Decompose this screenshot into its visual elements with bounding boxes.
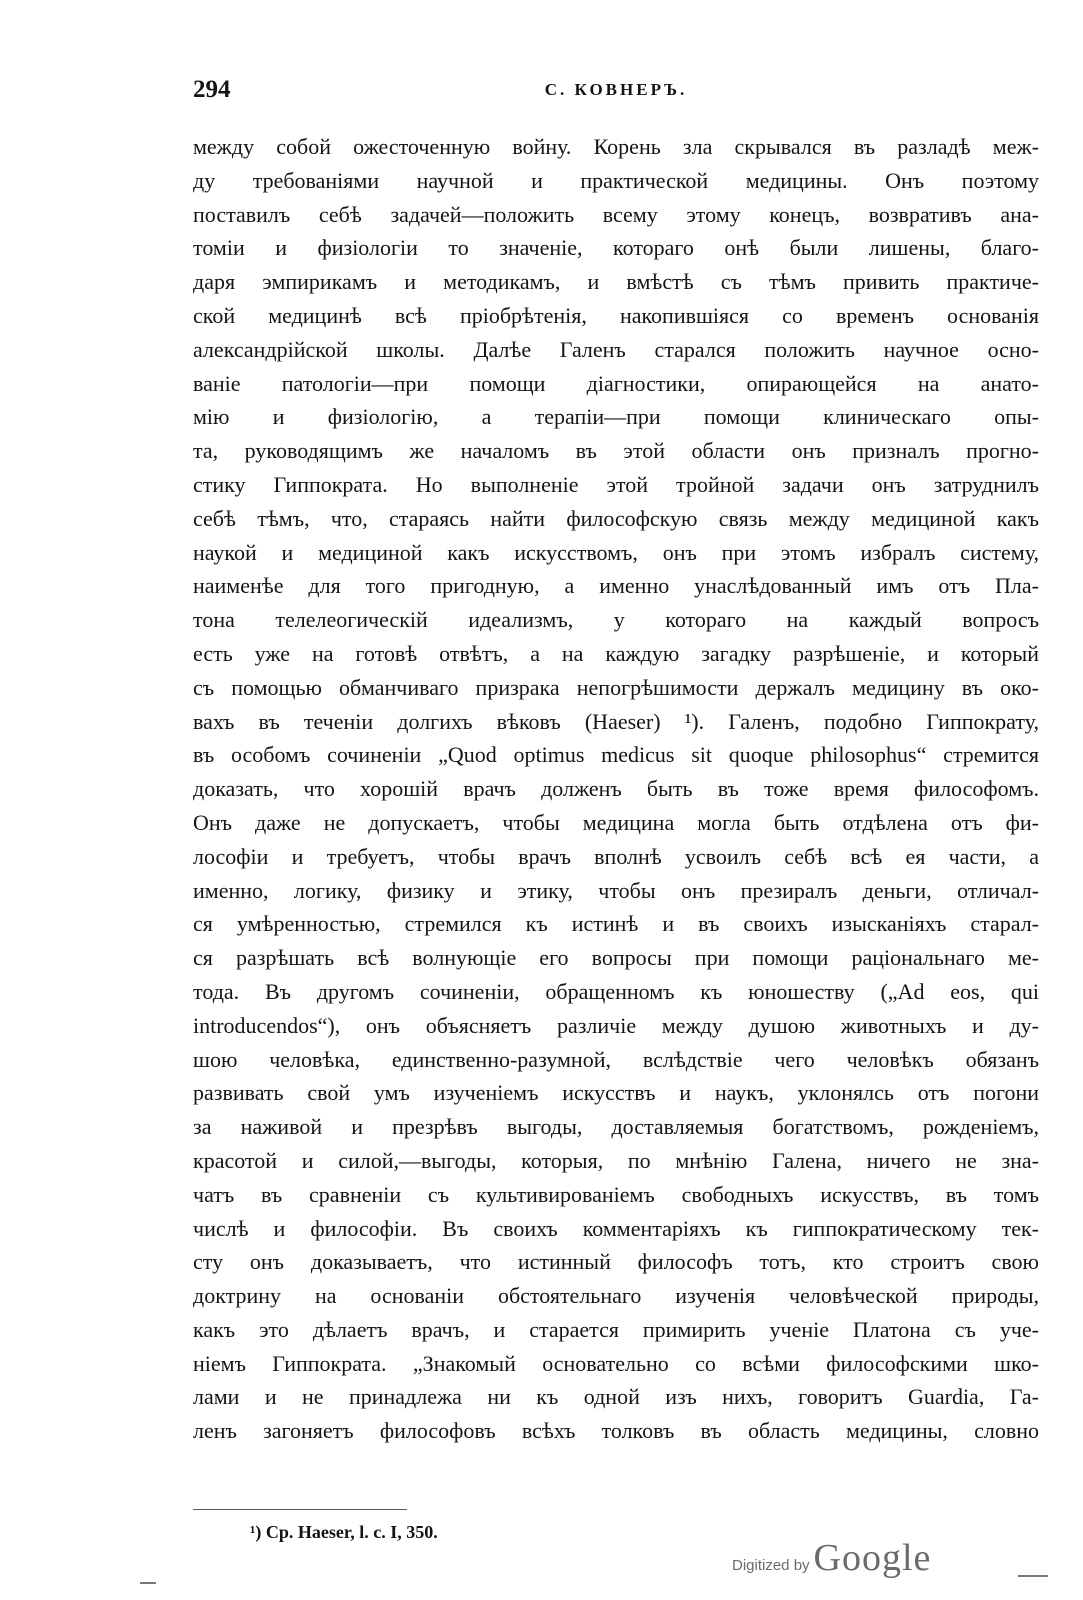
text-line: ду требованіями научной и практической медицины. Онъ поэтому xyxy=(193,167,1039,193)
text-line: томіи и физіологіи то значеніе, котораго онѣ были лишены, благо- xyxy=(193,235,1039,261)
text-line: за наживой и презрѣвъ выгоды, доставляемыя богатствомъ, рожденіемъ, xyxy=(193,1114,1039,1140)
page-header xyxy=(193,76,1039,110)
text-line: себѣ тѣмъ, что, стараясь найти философскую связь между медициной какъ xyxy=(193,505,1039,531)
text-line: съ помощью обманчиваго призрака непогрѣшимости держалъ медицину въ око- xyxy=(193,674,1039,700)
text-line: introducendos“), онъ объясняетъ различіе между душою животныхъ и ду- xyxy=(193,1012,1039,1038)
text-line: лософіи и требуетъ, чтобы врачъ вполнѣ усвоилъ себѣ всѣ ея части, а xyxy=(193,843,1039,869)
text-line: ся умѣренностью, стремился къ истинѣ и въ своихъ изысканіяхъ старал- xyxy=(193,911,1039,937)
text-line: тода. Въ другомъ сочиненіи, обращенномъ къ юношеству („Ad eos, qui xyxy=(193,978,1039,1004)
text-line: чатъ въ сравненіи съ культивированіемъ свободныхъ искусствъ, въ томъ xyxy=(193,1181,1039,1207)
text-line: александрійской школы. Далѣе Галенъ старался положить научное осно- xyxy=(193,336,1039,362)
text-line: ніемъ Гиппократа. „Знакомый основательно со всѣми философскими шко- xyxy=(193,1350,1039,1376)
text-line: между собой ожесточенную войну. Корень зла скрывался въ разладѣ меж- xyxy=(193,134,1039,159)
text-line: та, руководящимъ же началомъ въ этой области онъ призналъ прогно- xyxy=(193,438,1039,464)
text-line: доктрину на основаніи обстоятельнаго изученія человѣческой природы, xyxy=(193,1283,1039,1309)
text-line: какъ это дѣлаетъ врачъ, и старается примирить ученіе Платона съ уче- xyxy=(193,1316,1039,1342)
scan-mark xyxy=(1018,1575,1048,1577)
scan-mark xyxy=(140,1582,156,1584)
text-line: красотой и силой,—выгоды, которыя, по мнѣнію Галена, ничего не зна- xyxy=(193,1147,1039,1173)
text-line: именно, логику, физику и этику, чтобы онъ презиралъ деньги, отличал- xyxy=(193,877,1039,903)
body-text xyxy=(193,130,1039,1448)
text-line: ской медицинѣ всѣ пріобрѣтенія, накопившіяся со временъ основанія xyxy=(193,302,1039,328)
text-line: лами и не принадлежа ни къ одной изъ нихъ, говоритъ Guardia, Га- xyxy=(193,1384,1039,1410)
text-line: стику Гиппократа. Но выполненіе этой тройной задачи онъ затруднилъ xyxy=(193,471,1039,497)
text-line: доказать, что хорошій врачъ долженъ быть въ тоже время философомъ. xyxy=(193,776,1039,802)
watermark-prefix: Digitized by xyxy=(732,1557,810,1574)
text-line: тона телелеогическій идеализмъ, у котораго на каждый вопросъ xyxy=(193,607,1039,633)
text-line: въ особомъ сочиненіи „Quod optimus medicus sit quoque philosophus“ стремится xyxy=(193,742,1039,768)
text-line: числѣ и философіи. Въ своихъ комментаріяхъ къ гиппократическому тек- xyxy=(193,1215,1039,1241)
text-line: сту онъ доказываетъ, что истинный философъ тотъ, кто строитъ свою xyxy=(193,1249,1039,1275)
google-logo: Google xyxy=(813,1537,932,1579)
text-line: ся разрѣшать всѣ волнующіе его вопросы при помощи раціональнаго ме- xyxy=(193,945,1039,971)
text-line: Онъ даже не допускаетъ, чтобы медицина могла быть отдѣлена отъ фи- xyxy=(193,809,1039,835)
text-line: мію и физіологію, а терапіи—при помощи клиническаго опы- xyxy=(193,404,1039,430)
text-line: ленъ загоняетъ философовъ всѣхъ толковъ въ область медицины, словно xyxy=(193,1418,1039,1444)
text-line: ваніе патологіи—при помощи діагностики, опирающейся на анато- xyxy=(193,370,1039,396)
digitized-by-watermark xyxy=(732,1536,931,1582)
running-head: С. КОВНЕРЪ. xyxy=(544,80,688,99)
text-line: наименѣе для того пригодную, а именно унаслѣдованный имъ отъ Пла- xyxy=(193,573,1039,599)
page-number: 294 xyxy=(193,76,231,103)
text-line: наукой и медициной какъ искусствомъ, онъ при этомъ избралъ систему, xyxy=(193,539,1039,565)
text-line: есть уже на готовѣ отвѣтъ, а на каждую загадку разрѣшеніе, и который xyxy=(193,640,1039,666)
text-line: шою человѣка, единственно-разумной, вслѣдствіе чего человѣкъ обязанъ xyxy=(193,1046,1039,1072)
text-line: вахъ въ теченіи долгихъ вѣковъ (Haeser) ¹). Галенъ, подобно Гиппократу, xyxy=(193,708,1039,734)
text-line: развивать свой умъ изученіемъ искусствъ и наукъ, уклонялсь отъ погони xyxy=(193,1080,1039,1106)
footnote-rule xyxy=(193,1509,407,1510)
text-line: поставилъ себѣ задачей—положить всему этому конецъ, возвративъ ана- xyxy=(193,201,1039,227)
text-line: даря эмпирикамъ и методикамъ, и вмѣстѣ съ тѣмъ привить практиче- xyxy=(193,269,1039,295)
footnote: ¹) Ср. Haeser, l. c. I, 350. xyxy=(250,1522,438,1542)
